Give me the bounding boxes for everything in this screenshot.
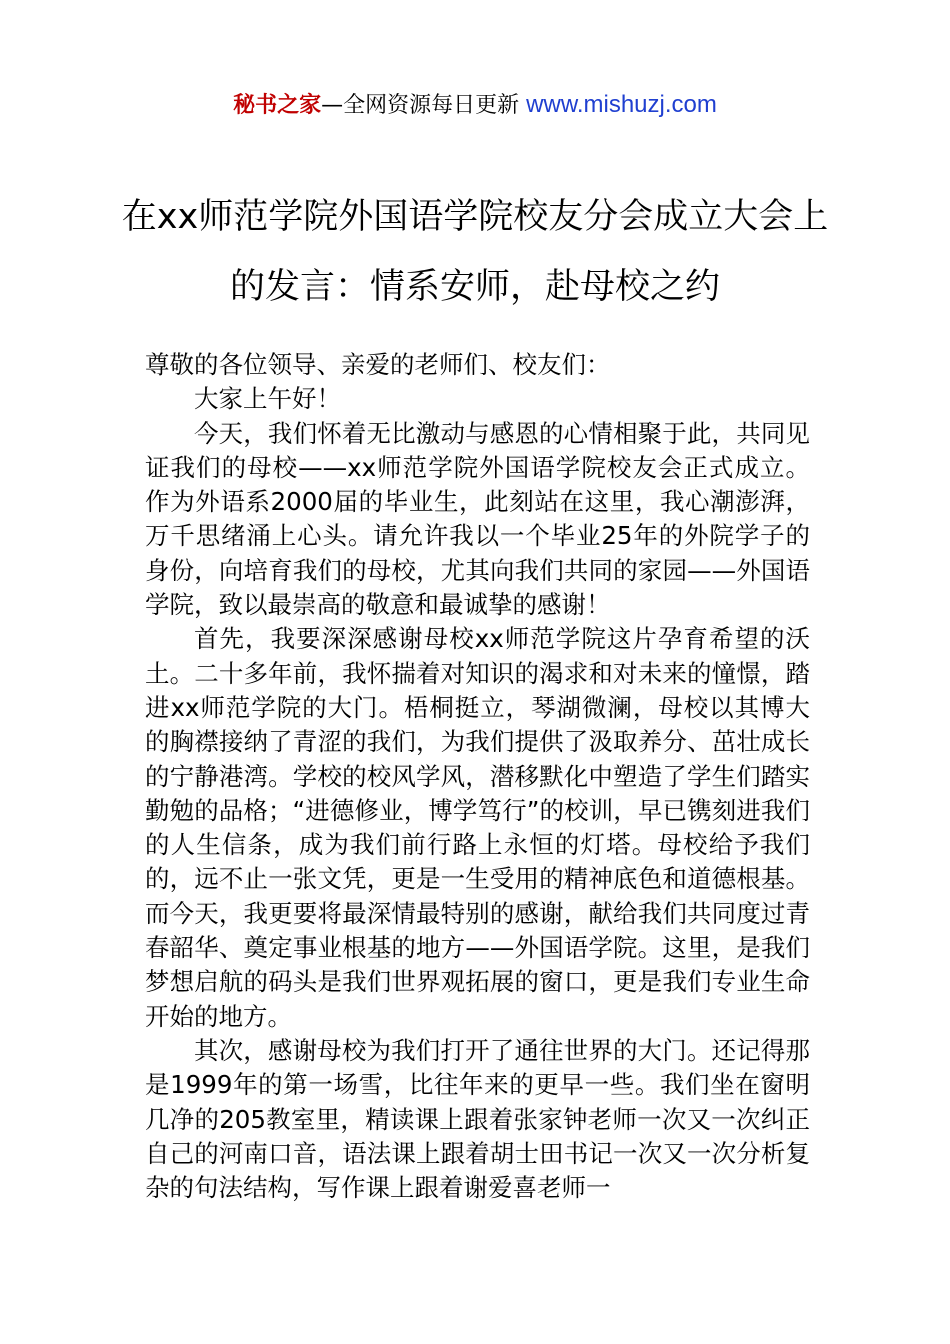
- paragraph-opening: 今天，我们怀着无比激动与感恩的心情相聚于此，共同见证我们的母校——xx师范学院外国语学院校友会正式成立。作为外语系2000届的毕业生，此刻站在这里，我心潮澎湃，万千思绪涌上心头。请允许我以一个毕业25年的外院学子的身份，向培育我们的母校，尤其向我们共同的家园——外国语学院，致以最崇高的敬意和最诚挚的感谢！: [145, 418, 810, 620]
- document-title: 在xx师范学院外国语学院校友分会成立大会上的发言：情系安师，赴母校之约: [121, 197, 829, 307]
- document-body: [145, 348, 810, 1205]
- paragraph-greeting: 大家上午好！: [194, 384, 341, 414]
- site-tagline: —全网资源每日更新: [321, 93, 527, 118]
- site-brand: 秘书之家: [233, 93, 322, 118]
- salutation: 尊敬的各位领导、亲爱的老师们、校友们：: [145, 350, 611, 379]
- site-header: [0, 88, 950, 123]
- paragraph-thanks-world: 其次，感谢母校为我们打开了通往世界的大门。还记得那是1999年的第一场雪，比往年来的更早一些。我们坐在窗明几净的205教室里，精读课上跟着张家钟老师一次又一次纠正自己的河南口音，语法课上跟着胡士田书记一次又一次分析复杂的句法结构，写作课上跟着谢爱喜老师一: [145, 1035, 810, 1203]
- site-url-link[interactable]: www.mishuzj.com: [526, 91, 717, 118]
- paragraph-thanks-university: 首先，我要深深感谢母校xx师范学院这片孕育希望的沃土。二十多年前，我怀揣着对知识的渴求和对未来的憧憬，踏进xx师范学院的大门。梧桐挺立，琴湖微澜，母校以其博大的胸襟接纳了青涩的我们，为我们提供了汲取养分、茁壮成长的宁静港湾。学校的校风学风，潜移默化中塑造了学生们踏实勤勉的品格；“进德修业，博学笃行”的校训，早已镌刻进我们的人生信条，成为我们前行路上永恒的灯塔。母校给予我们的，远不止一张文凭，更是一生受用的精神底色和道德根基。而今天，我更要将最深情最特别的感谢，献给我们共同度过青春韶华、奠定事业根基的地方——外国语学院。这里，是我们梦想启航的码头是我们世界观拓展的窗口，更是我们专业生命开始的地方。: [145, 624, 810, 1031]
